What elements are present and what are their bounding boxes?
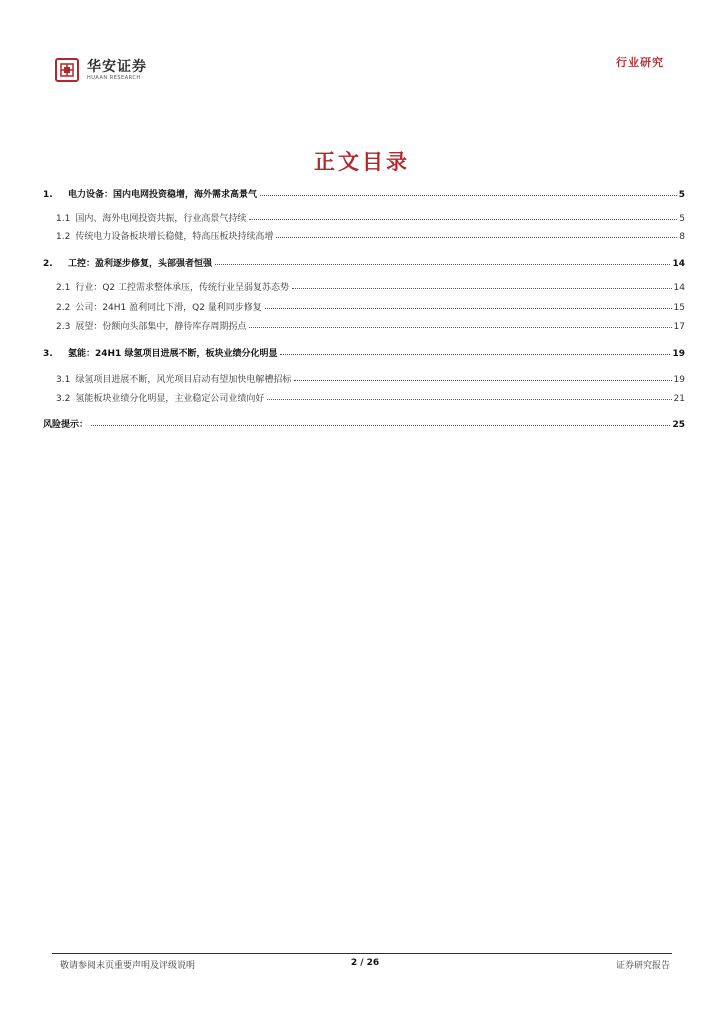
footer-divider: [52, 953, 672, 954]
toc-leader-dots: [292, 287, 672, 289]
toc-entry-page: 5: [678, 190, 685, 200]
toc-entry-title: 行业：Q2 工控需求整体承压，传统行业呈弱复苏态势: [75, 283, 290, 293]
report-type: 证券研究报告: [615, 961, 670, 971]
toc-entry[interactable]: [43, 231, 685, 243]
toc-entry[interactable]: [43, 302, 685, 314]
toc-entry-title: 国内、海外电网投资共振，行业高景气持续: [75, 214, 247, 224]
toc-entry[interactable]: [43, 348, 685, 360]
toc-entry[interactable]: [43, 213, 685, 225]
toc-entry-number: 1.: [43, 190, 53, 200]
toc-leader-dots: [215, 263, 670, 265]
toc-entry-page: 21: [673, 394, 685, 404]
toc-entry-title: 工控：盈利逐步修复，头部强者恒强: [68, 259, 213, 269]
toc-leader-dots: [280, 353, 670, 355]
toc-leader-dots: [249, 218, 677, 220]
toc-entry-number: 1.1: [56, 214, 71, 224]
toc-leader-dots: [294, 379, 671, 381]
toc-entry-number: 2.2: [56, 303, 71, 313]
toc-leader-dots: [265, 307, 672, 309]
toc-entry-number: 3.1: [56, 375, 71, 385]
disclaimer-note: 敬请参阅末页重要声明及评级说明: [60, 961, 196, 971]
toc-entry-number: 2.: [43, 259, 53, 269]
toc-entry[interactable]: [43, 393, 685, 405]
toc-entry-number: 3.2: [56, 394, 71, 404]
toc-entry-number: 2.3: [56, 322, 71, 332]
toc-entry[interactable]: [43, 321, 685, 333]
toc-entry-number: 1.2: [56, 232, 71, 242]
toc-entry-title: 绿氢项目进展不断，风光项目启动有望加快电解槽招标: [75, 375, 292, 385]
toc-leader-dots: [267, 398, 671, 400]
report-category: 行业研究: [616, 56, 664, 69]
logo-seal-icon: [55, 58, 79, 82]
page-number: 2 / 26: [350, 958, 380, 968]
toc-entry[interactable]: [43, 189, 685, 201]
logo-name-cn: 华安证券: [87, 58, 147, 75]
toc-entry-page: 15: [673, 303, 685, 313]
toc-entry-page: 14: [673, 283, 685, 293]
page-header: [0, 0, 724, 100]
toc-entry-title: 电力设备：国内电网投资稳增，海外需求高景气: [68, 190, 258, 200]
logo-name-en: HUAAN RESEARCH: [87, 74, 141, 81]
toc-entry-page: 14: [672, 259, 685, 269]
toc-entry[interactable]: [43, 374, 685, 386]
toc-leader-dots: [276, 236, 677, 238]
toc-entry-number: 3.: [43, 349, 53, 359]
toc-entry-page: 25: [672, 420, 685, 430]
toc-entry[interactable]: [43, 282, 685, 294]
toc-title: 正文目录: [314, 149, 410, 174]
toc-entry-title: 展望：份额向头部集中，静待库存周期拐点: [75, 322, 247, 332]
toc-entry-page: 5: [679, 214, 685, 224]
toc-entry-page: 17: [673, 322, 685, 332]
toc-entry-page: 8: [679, 232, 685, 242]
toc-entry-title: 公司：24H1 盈利同比下滑，Q2 量利同步修复: [75, 303, 262, 313]
toc-leader-dots: [249, 326, 671, 328]
toc-entry-title: 传统电力设备板块增长稳健，特高压板块持续高增: [75, 232, 274, 242]
toc-entry-title: 风险提示：: [43, 420, 89, 430]
toc-leader-dots: [260, 194, 677, 196]
toc-entry[interactable]: [43, 258, 685, 270]
toc-entry-page: 19: [673, 375, 685, 385]
company-logo: [55, 58, 147, 82]
toc-entry[interactable]: [43, 419, 685, 431]
toc-entry-title: 氢能板块业绩分化明显，主业稳定公司业绩向好: [75, 394, 265, 404]
toc-entry-title: 氢能：24H1 绿氢项目进展不断，板块业绩分化明显: [68, 349, 278, 359]
toc-leader-dots: [91, 424, 670, 426]
toc-entry-page: 19: [672, 349, 685, 359]
toc-entry-number: 2.1: [56, 283, 71, 293]
